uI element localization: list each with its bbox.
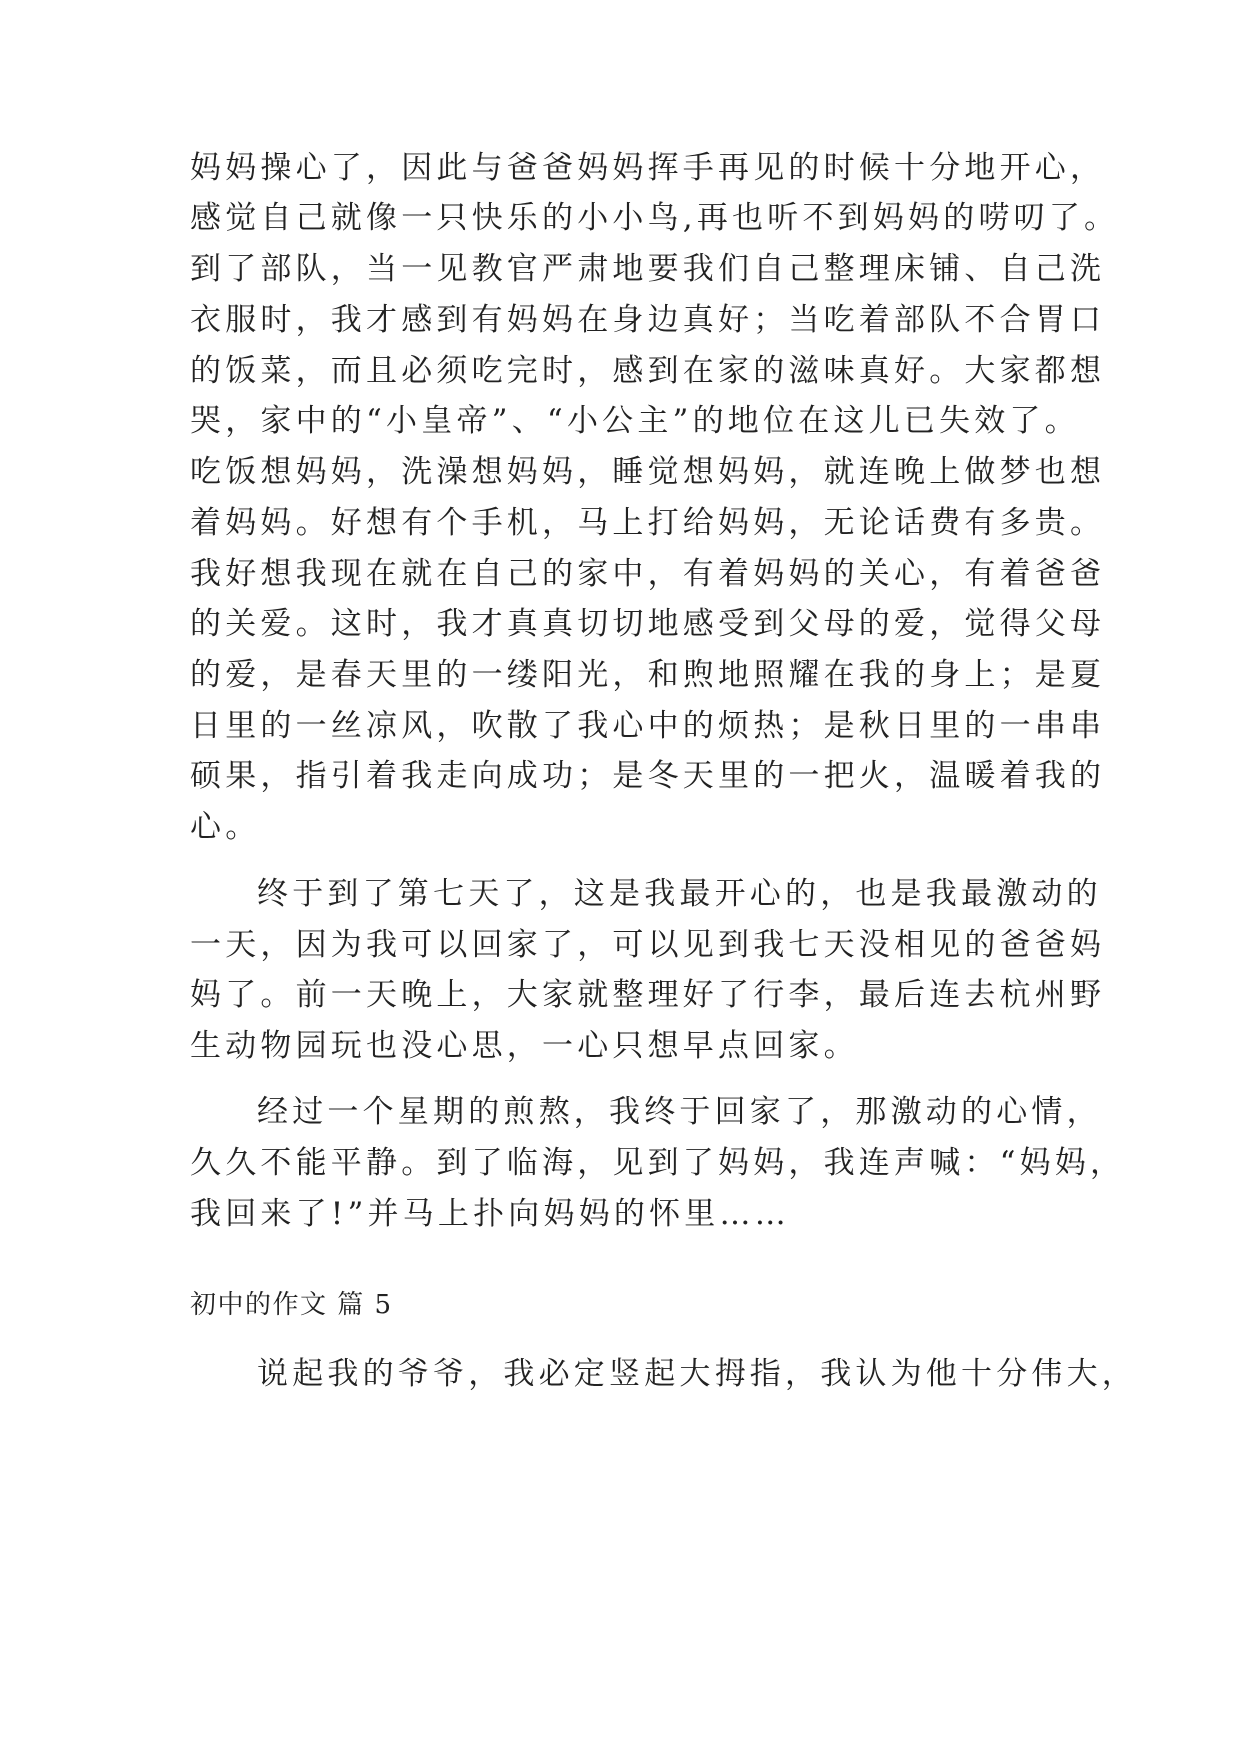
paragraph-line: 经过一个星期的煎熬，我终于回家了，那激动的心情，	[257, 1094, 1102, 1130]
paragraph-line: 我回来了!”并马上扑向妈妈的怀里……	[190, 1196, 790, 1232]
paragraph-line: 妈妈操心了，因此与爸爸妈妈挥手再见的时候十分地开心，	[190, 150, 1106, 186]
paragraph-line: 日里的一丝凉风，吹散了我心中的烦热；是秋日里的一串串	[190, 708, 1106, 744]
paragraph-line: 的关爱。这时，我才真真切切地感受到父母的爱，觉得父母	[190, 606, 1106, 642]
paragraph-line: 我好想我现在就在自己的家中，有着妈妈的关心，有着爸爸	[190, 556, 1106, 592]
paragraph-line: 哭，家中的“小皇帝”、“小公主”的地位在这儿已失效了。	[190, 403, 1080, 439]
paragraph-line: 的饭菜，而且必须吃完时，感到在家的滋味真好。大家都想	[190, 353, 1106, 389]
paragraph-line: 心。	[190, 809, 261, 845]
paragraph-line: 着妈妈。好想有个手机，马上打给妈妈，无论话费有多贵。	[190, 505, 1106, 541]
paragraph-line: 衣服时，我才感到有妈妈在身边真好；当吃着部队不合胃口	[190, 302, 1106, 338]
paragraph-line: 的爱，是春天里的一缕阳光，和煦地照耀在我的身上；是夏	[190, 657, 1106, 693]
paragraph-line: 硕果，指引着我走向成功；是冬天里的一把火，温暖着我的	[190, 758, 1106, 794]
paragraph-line: 终于到了第七天了，这是我最开心的，也是我最激动的	[257, 876, 1102, 912]
paragraph-line: 生动物园玩也没心思，一心只想早点回家。	[190, 1028, 859, 1064]
paragraph-line: 说起我的爷爷，我必定竖起大拇指，我认为他十分伟大，	[257, 1356, 1137, 1392]
paragraph-line: 一天，因为我可以回家了，可以见到我七天没相见的爸爸妈	[190, 927, 1106, 963]
paragraph-line: 妈了。前一天晚上，大家就整理好了行李，最后连去杭州野	[190, 977, 1106, 1013]
paragraph-line: 久久不能平静。到了临海，见到了妈妈，我连声喊：“妈妈，	[190, 1145, 1126, 1181]
section-heading: 初中的作文 篇 5	[190, 1290, 393, 1320]
paragraph-line: 吃饭想妈妈，洗澡想妈妈，睡觉想妈妈，就连晚上做梦也想	[190, 454, 1106, 490]
paragraph-line: 感觉自己就像一只快乐的小小鸟,再也听不到妈妈的唠叨了。	[190, 200, 1120, 236]
paragraph-line: 到了部队，当一见教官严肃地要我们自己整理床铺、自己洗	[190, 251, 1106, 287]
